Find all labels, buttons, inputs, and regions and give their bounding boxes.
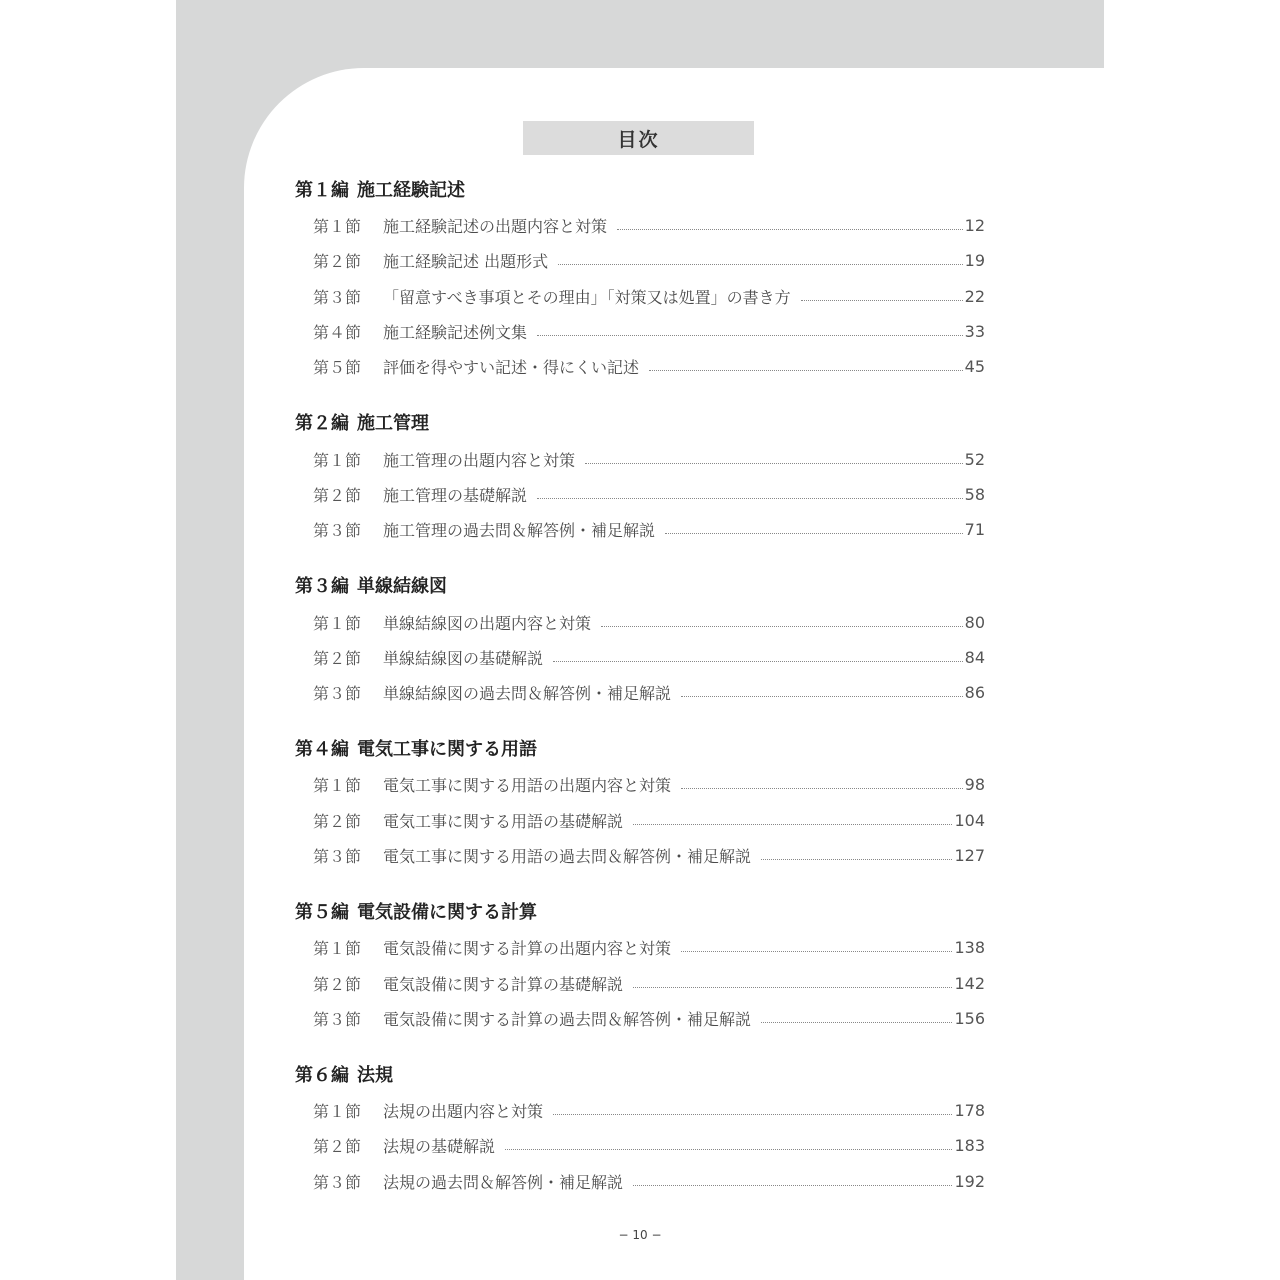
toc-part — [295, 735, 985, 873]
section-label: 第２節 — [313, 1137, 362, 1157]
toc-entry[interactable] — [295, 208, 985, 243]
toc-entry[interactable] — [295, 243, 985, 278]
toc-entry[interactable] — [295, 675, 985, 710]
section-label: 第２節 — [313, 648, 362, 668]
section-title: 施工経験記述例文集 — [383, 323, 528, 343]
section-title: 電気設備に関する計算の出題内容と対策 — [383, 939, 672, 959]
part-title: 法規 — [357, 1065, 393, 1087]
toc-entry[interactable] — [295, 604, 985, 639]
toc-entry[interactable] — [295, 1164, 985, 1199]
toc-entry[interactable] — [295, 1093, 985, 1128]
toc-part — [295, 1061, 985, 1199]
section-title: 施工管理の出題内容と対策 — [383, 450, 576, 470]
toc-part — [295, 572, 985, 710]
section-title: 施工経験記述 出題形式 — [383, 252, 549, 272]
toc-entry[interactable] — [295, 965, 985, 1000]
page-ref: 22 — [964, 286, 985, 306]
part-title: 施工管理 — [357, 413, 429, 435]
toc-entry[interactable] — [295, 803, 985, 838]
toc-entry[interactable] — [295, 640, 985, 675]
section-title: 単線結線図の基礎解説 — [383, 648, 544, 668]
part-title: 電気設備に関する計算 — [357, 902, 537, 924]
section-title: 施工管理の基礎解説 — [383, 485, 528, 505]
section-label: 第３節 — [313, 847, 362, 866]
section-title: 「留意すべき事項とその理由」「対策又は処置」の書き方 — [383, 287, 791, 307]
dot-leader — [801, 300, 963, 301]
page-ref: 80 — [964, 612, 985, 632]
section-label: 第３節 — [313, 287, 362, 307]
section-label: 第３節 — [313, 684, 362, 704]
table-of-contents — [295, 176, 985, 1224]
part-title: 単線結線図 — [357, 576, 447, 598]
section-label: 第３節 — [313, 1172, 362, 1192]
section-label: 第１節 — [313, 776, 362, 796]
section-title: 法規の出題内容と対策 — [383, 1102, 544, 1122]
dot-leader — [633, 824, 952, 825]
section-label: 第４節 — [313, 323, 362, 343]
part-heading[interactable] — [295, 176, 985, 206]
section-label: 第２節 — [313, 811, 362, 831]
part-heading[interactable] — [295, 572, 985, 602]
page-ref: 192 — [954, 1171, 985, 1191]
section-title: 法規の過去問＆解答例・補足解説 — [383, 1172, 624, 1192]
page-ref: 183 — [954, 1136, 985, 1156]
dot-leader — [665, 533, 963, 534]
dot-leader — [633, 987, 952, 988]
section-title: 電気工事に関する用語の過去問＆解答例・補足解説 — [383, 847, 752, 866]
page-ref: 45 — [964, 357, 985, 377]
dot-leader — [537, 335, 963, 336]
toc-entry[interactable] — [295, 441, 985, 476]
section-title: 施工経験記述の出題内容と対策 — [383, 217, 608, 237]
toc-entry[interactable] — [295, 477, 985, 512]
section-label: 第１節 — [313, 613, 362, 633]
toc-part — [295, 176, 985, 384]
dot-leader — [558, 264, 963, 265]
page-ref: 86 — [964, 683, 985, 703]
dot-leader — [633, 1185, 952, 1186]
dot-leader — [681, 951, 952, 952]
section-label: 第１節 — [313, 450, 362, 470]
page-ref: 33 — [964, 322, 985, 342]
toc-part — [295, 898, 985, 1036]
page-ref: 58 — [964, 484, 985, 504]
dot-leader — [585, 463, 963, 464]
section-title: 法規の基礎解説 — [383, 1137, 496, 1157]
section-label: 第２節 — [313, 252, 362, 272]
section-title: 単線結線図の過去問＆解答例・補足解説 — [383, 684, 672, 704]
section-title: 単線結線図の出題内容と対策 — [383, 613, 592, 633]
toc-entry[interactable] — [295, 512, 985, 547]
dot-leader — [553, 661, 963, 662]
dot-leader — [601, 626, 963, 627]
part-heading[interactable] — [295, 409, 985, 439]
toc-entry[interactable] — [295, 767, 985, 802]
part-label: 第６編 — [295, 1065, 349, 1087]
page-ref: 71 — [964, 520, 985, 540]
dot-leader — [649, 370, 963, 371]
part-title: 電気工事に関する用語 — [357, 739, 537, 761]
page-ref: 127 — [954, 846, 985, 865]
toc-entry[interactable] — [295, 930, 985, 965]
page-number: − 10 − — [618, 1228, 662, 1242]
page-ref: 178 — [954, 1101, 985, 1121]
dot-leader — [505, 1149, 952, 1150]
section-title: 電気工事に関する用語の基礎解説 — [383, 811, 624, 831]
part-heading[interactable] — [295, 1061, 985, 1091]
part-heading[interactable] — [295, 735, 985, 765]
page-ref: 104 — [954, 810, 985, 830]
toc-entry[interactable] — [295, 314, 985, 349]
section-label: 第２節 — [313, 485, 362, 505]
dot-leader — [537, 498, 963, 499]
section-label: 第１節 — [313, 217, 362, 237]
part-label: 第１編 — [295, 180, 349, 201]
part-title: 施工経験記述 — [357, 180, 465, 201]
page-ref: 12 — [964, 216, 985, 236]
section-label: 第３節 — [313, 1009, 362, 1029]
toc-entry[interactable] — [295, 1128, 985, 1163]
section-label: 第１節 — [313, 1102, 362, 1122]
page-ref: 52 — [964, 449, 985, 469]
toc-entry[interactable] — [295, 1001, 985, 1036]
dot-leader — [553, 1114, 952, 1115]
dot-leader — [681, 696, 963, 697]
dot-leader — [761, 859, 952, 860]
page-ref: 84 — [964, 647, 985, 667]
toc-entry[interactable] — [295, 838, 985, 873]
toc-entry[interactable] — [295, 349, 985, 384]
page-ref: 19 — [964, 251, 985, 271]
part-label: 第４編 — [295, 739, 349, 761]
part-heading[interactable] — [295, 898, 985, 928]
section-title: 電気設備に関する計算の基礎解説 — [383, 974, 624, 994]
section-label: 第５節 — [313, 358, 362, 378]
toc-entry[interactable] — [295, 279, 985, 314]
section-label: 第１節 — [313, 939, 362, 959]
section-title: 施工管理の過去問＆解答例・補足解説 — [383, 521, 656, 541]
page-ref: 142 — [954, 973, 985, 993]
page-ref: 156 — [954, 1008, 985, 1028]
part-label: 第３編 — [295, 576, 349, 598]
dot-leader — [617, 229, 963, 230]
dot-leader — [761, 1022, 952, 1023]
part-label: 第５編 — [295, 902, 349, 924]
section-label: 第３節 — [313, 521, 362, 541]
page-ref: 138 — [954, 938, 985, 958]
section-title: 電気設備に関する計算の過去問＆解答例・補足解説 — [383, 1009, 752, 1029]
page-ref: 98 — [964, 775, 985, 795]
section-title: 電気工事に関する用語の出題内容と対策 — [383, 776, 672, 796]
toc-title: 目次 — [523, 121, 754, 155]
section-label: 第２節 — [313, 974, 362, 994]
section-title: 評価を得やすい記述・得にくい記述 — [383, 358, 640, 378]
toc-part — [295, 409, 985, 547]
dot-leader — [681, 788, 963, 789]
part-label: 第２編 — [295, 413, 349, 435]
